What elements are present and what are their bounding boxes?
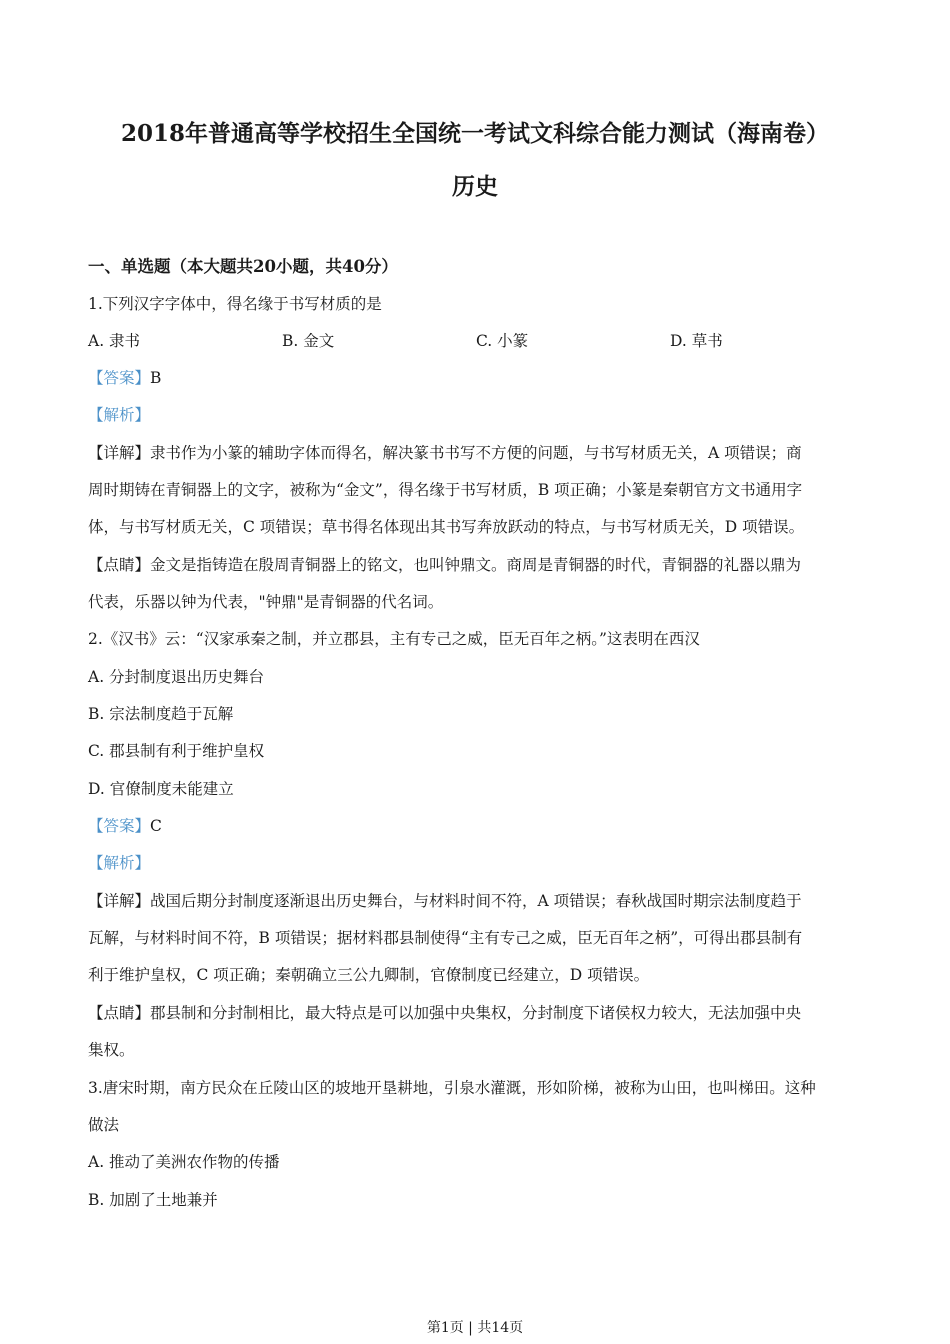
question-stem-line-1: 3.唐宋时期，南方民众在丘陵山区的坡地开垦耕地，引泉水灌溉，形如阶梯，被称为山田，也叫梯田。这种 <box>88 1079 816 1097</box>
detail-text: 战国后期分封制度逐渐退出历史舞台，与材料时间不符，A 项错误；春秋战国时期宗法制度趋于 <box>150 892 802 910</box>
analysis-tag: 【解析】 <box>88 406 151 424</box>
option-c: C. 郡县制有利于维护皇权 <box>88 742 265 760</box>
tip-tag: 【点睛】 <box>88 1004 151 1022</box>
answer-tag: 【答案】 <box>88 817 151 835</box>
option-b: B. 宗法制度趋于瓦解 <box>88 705 234 723</box>
tip-line-2: 代表，乐器以钟为代表，"钟鼎"是青铜器的代名词。 <box>88 593 444 611</box>
option-b: B. 加剧了土地兼并 <box>88 1191 218 1209</box>
analysis-tag: 【解析】 <box>88 854 151 872</box>
detail-text: 隶书作为小篆的辅助字体而得名，解决篆书书写不方便的问题，与书写材质无关，A 项错误；商 <box>150 444 802 462</box>
option-d: D. 官僚制度未能建立 <box>88 780 234 798</box>
detail-line-1 <box>88 441 802 465</box>
tip-line-1 <box>88 553 801 577</box>
tip-line-2: 集权。 <box>88 1041 135 1059</box>
detail-tag: 【详解】 <box>88 444 151 462</box>
answer-line <box>88 366 161 390</box>
question-stem-line-2: 做法 <box>88 1116 120 1134</box>
answer-value: C <box>150 817 162 835</box>
detail-line-1 <box>88 889 802 913</box>
tip-tag: 【点睛】 <box>88 556 151 574</box>
option-a: A. 推动了美洲农作物的传播 <box>88 1153 280 1171</box>
option-d: D. 草书 <box>670 332 723 350</box>
detail-line-3: 利于维护皇权，C 项正确；秦朝确立三公九卿制，官僚制度已经建立，D 项错误。 <box>88 966 650 984</box>
tip-text: 郡县制和分封制相比，最大特点是可以加强中央集权，分封制度下诸侯权力较大，无法加强中央 <box>150 1004 802 1022</box>
tip-text: 金文是指铸造在殷周青铜器上的铭文，也叫钟鼎文。商周是青铜器的时代，青铜器的礼器以鼎为 <box>150 556 802 574</box>
detail-line-2: 周时期铸在青铜器上的文字，被称为“金文”，得名缘于书写材质，B 项正确；小篆是秦朝官方文书通用字 <box>88 481 803 499</box>
answer-value: B <box>150 369 162 387</box>
option-b: B. 金文 <box>282 332 335 350</box>
question-stem: 1.下列汉字字体中，得名缘于书写材质的是 <box>88 295 382 313</box>
option-a: A. 分封制度退出历史舞台 <box>88 668 265 686</box>
title-line-1: 2018年普通高等学校招生全国统一考试文科综合能力测试（海南卷） <box>120 120 829 147</box>
tip-line-1 <box>88 1001 801 1025</box>
option-c: C. 小篆 <box>476 332 529 350</box>
title-subject: 历史 <box>452 173 498 200</box>
section-heading: 一、单选题（本大题共20小题，共40分） <box>88 257 398 276</box>
answer-line <box>88 814 162 838</box>
question-stem: 2.《汉书》云：“汉家承秦之制，并立郡县，主有专己之威，臣无百年之柄。”这表明在西汉 <box>88 630 700 648</box>
detail-line-3: 体，与书写材质无关，C 项错误；草书得名体现出其书写奔放跃动的特点，与书写材质无关，D 项错误。 <box>88 518 805 536</box>
answer-tag: 【答案】 <box>88 369 151 387</box>
detail-line-2: 瓦解，与材料时间不符，B 项错误；据材料郡县制使得“主有专己之威，臣无百年之柄”，可得出郡县制有 <box>88 929 803 947</box>
page-footer: 第1页 | 共14页 <box>426 1320 524 1336</box>
option-a: A. 隶书 <box>88 332 141 350</box>
detail-tag: 【详解】 <box>88 892 151 910</box>
